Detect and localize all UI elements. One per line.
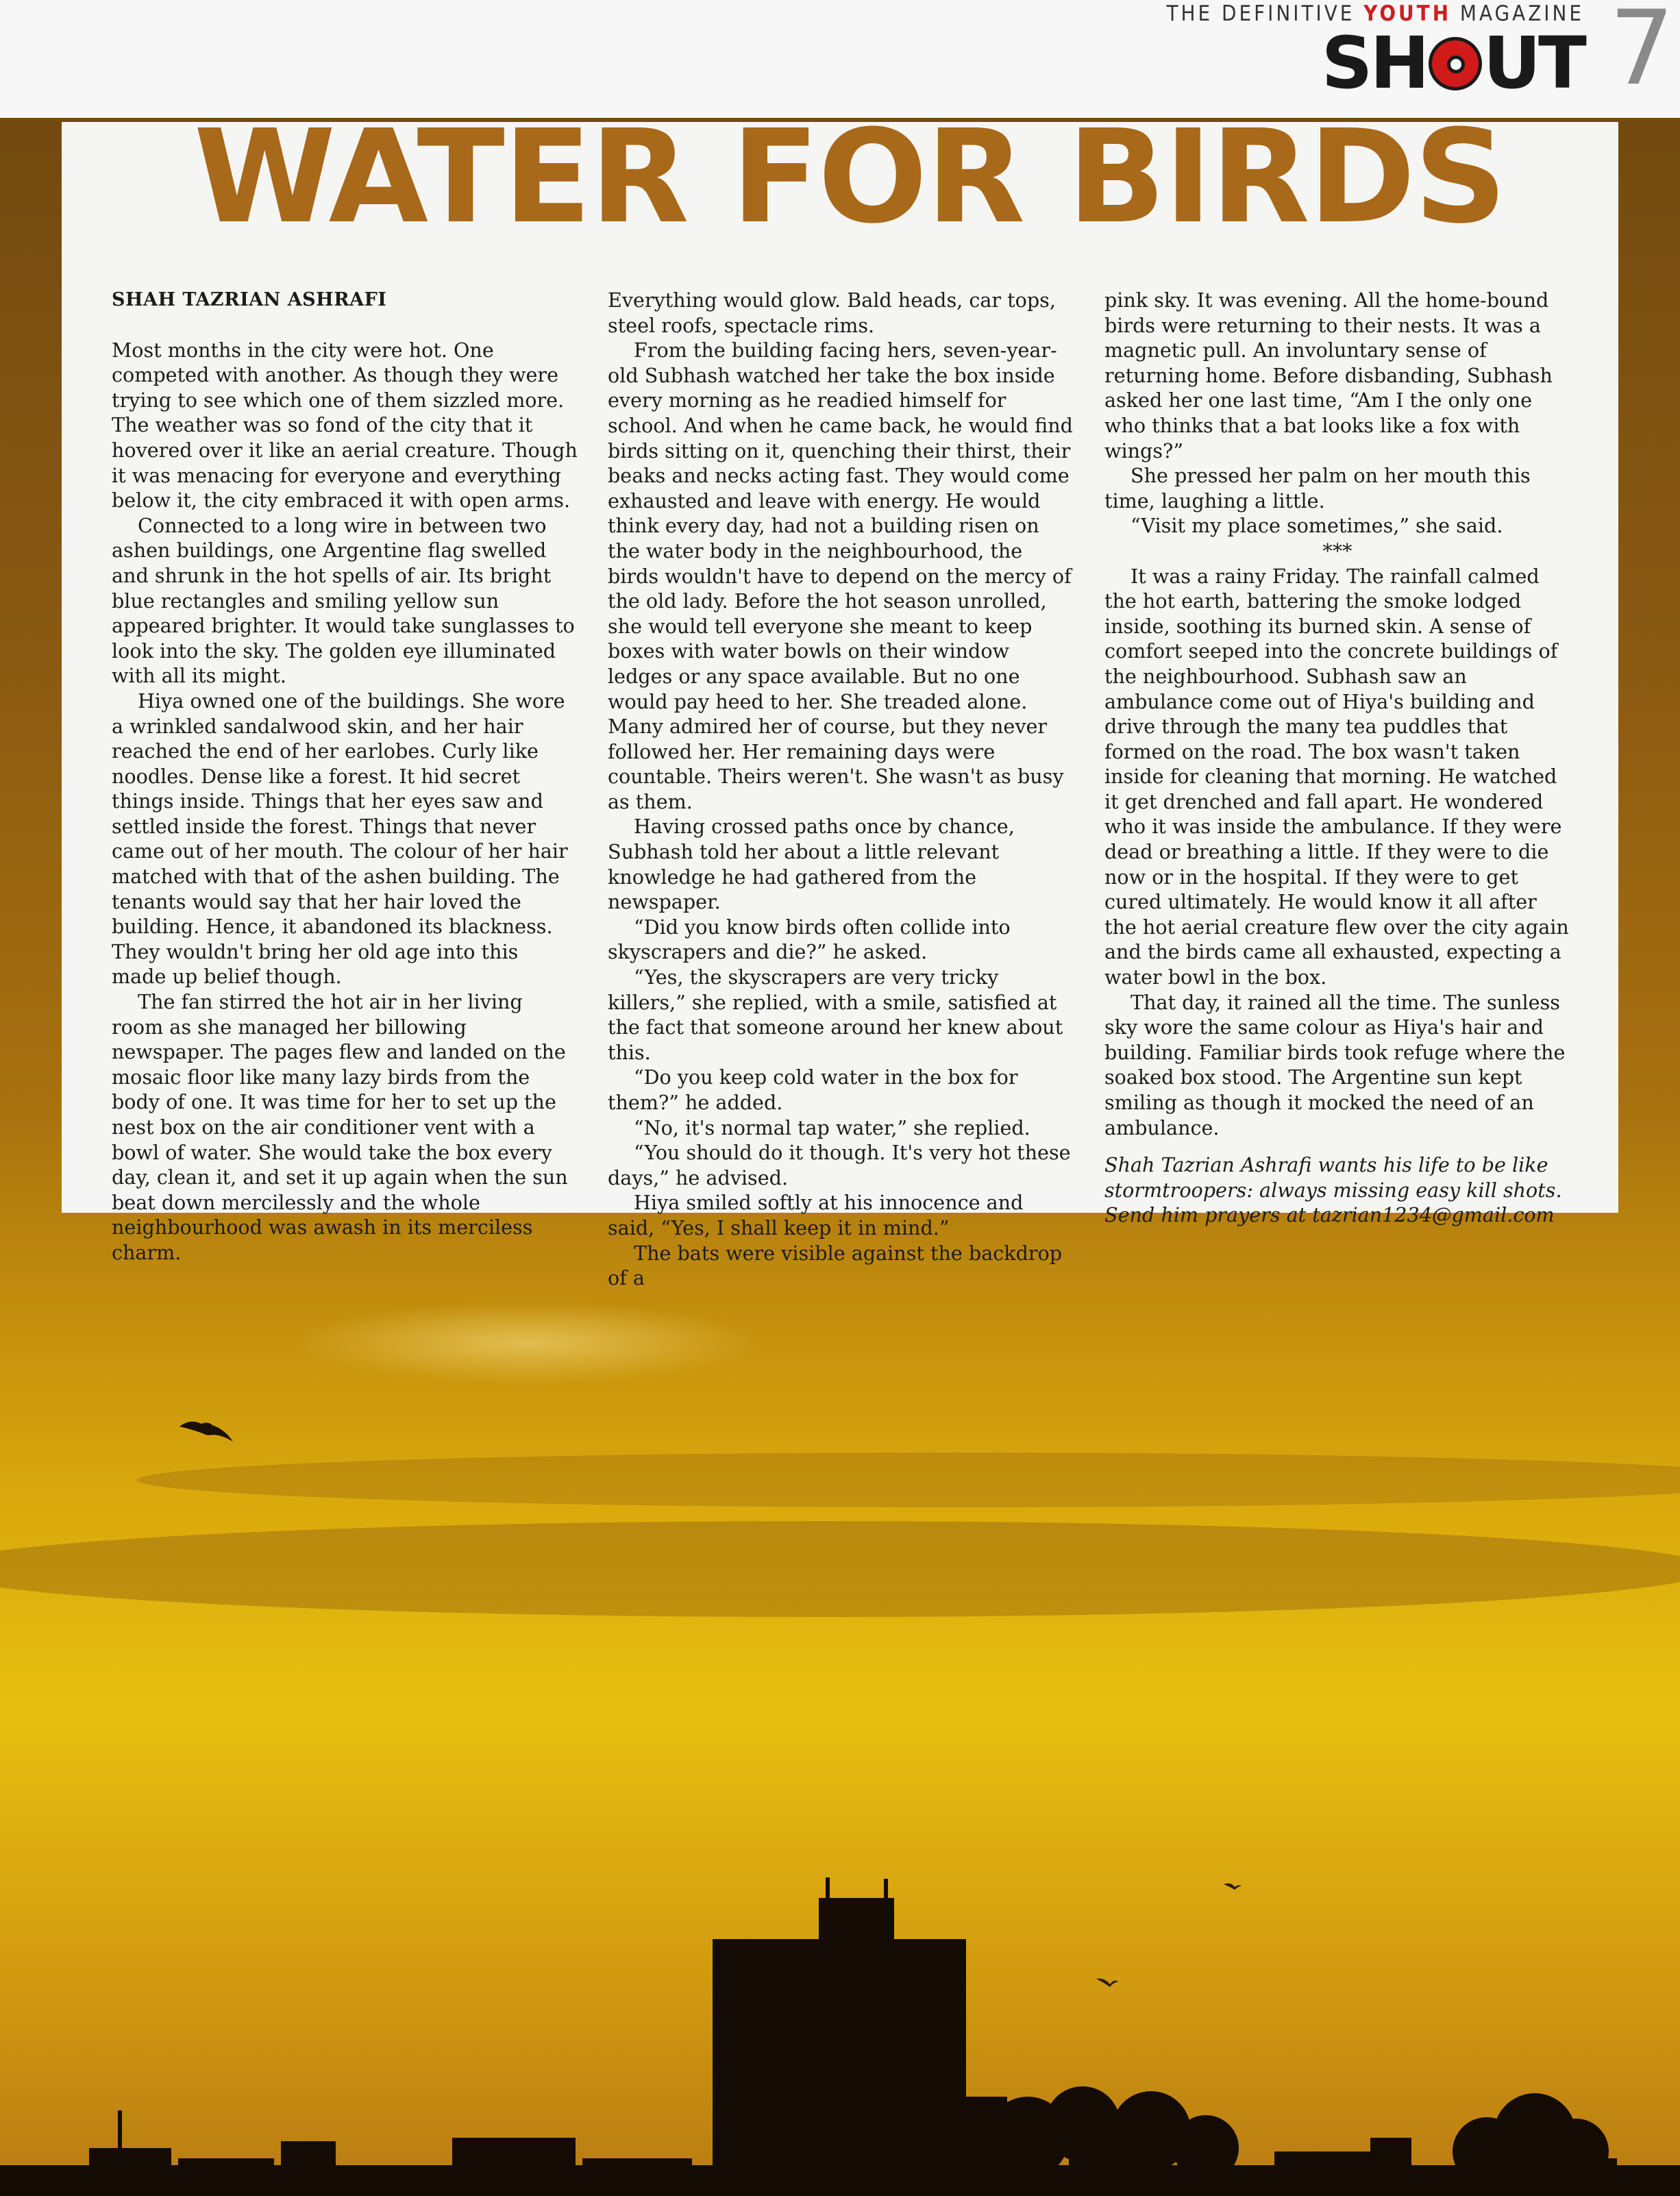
cloud-band: [0, 1521, 1680, 1617]
shout-logo: [1321, 21, 1584, 105]
section-break: ***: [1322, 539, 1352, 563]
paragraph: The fan stirred the hot air in her living room as she managed her billowing newspaper. The pages flew and landed on the mosaic floor like many lazy birds from the body of one. It was time for her to set up the nest box on the air conditioner vent with a bowl of water. She would take the box every day, clean it, and set it up again when the sun beat down mercilessly and the whole neighbourhood was awash in its merciless charm.: [112, 990, 568, 1264]
logo-o-icon: [1429, 37, 1482, 90]
paragraph: “Visit my place sometimes,” she said.: [1131, 514, 1503, 538]
paragraph: “No, it's normal tap water,” she replied.: [634, 1115, 1030, 1139]
tagline-prefix: THE DEFINITIVE: [1166, 1, 1364, 26]
paragraph: Connected to a long wire in between two ashen buildings, one Argentine flag swelled and shrunk in the hot spells of air. Its bright blue rectangles and smiling yellow sun appeared brighter. It would take sunglasses to look into the sky. The golden eye illuminated with all its might.: [112, 513, 575, 688]
article-column-3: [1104, 288, 1570, 1228]
paragraph: Hiya owned one of the buildings. She wore a wrinkled sandalwood skin, and her hair reached the end of her earlobes. Curly like noodles. Dense like a forest. It hid secret things inside. Things that her eyes saw and settled inside the forest. Things that never came out of her mouth. The colour of her hair matched with that of the ashen building. The tenants would say that her hair loved the building. Hence, it abandoned its blackness. They wouldn't bring her old age into this made up belief though.: [112, 689, 568, 989]
paragraph: “Did you know birds often collide into skyscrapers and die?” he asked.: [608, 915, 1011, 964]
tagline-suffix: MAGAZINE: [1451, 1, 1584, 26]
paragraph: Everything would glow. Bald heads, car tops, steel roofs, spectacle rims.: [608, 288, 1056, 337]
article-title: WATER FOR BIRDS: [193, 102, 1506, 252]
paragraph: Most months in the city were hot. One competed with another. As though they were trying to see which one of them sizzled more. The weather was so fond of the city that it hovered over it like an aerial creature. Though it was menacing for everyone and everything below it, the city embraced it with open arms.: [112, 338, 578, 513]
paragraph: “Do you keep cold water in the box for them?” he added.: [608, 1065, 1018, 1114]
article-column-1: [112, 288, 578, 1266]
logo-text-left: SH: [1321, 21, 1427, 105]
paragraph: The bats were visible against the backdrop of a: [608, 1241, 1063, 1290]
paragraph: “Yes, the skyscrapers are very tricky killers,” she replied, with a smile, satisfied at the fact that someone around her knew about this.: [608, 965, 1063, 1064]
tagline-youth: YOUTH: [1363, 1, 1452, 26]
paragraph: “You should do it though. It's very hot these days,” he advised.: [608, 1141, 1071, 1189]
paragraph: It was a rainy Friday. The rainfall calmed the hot earth, battering the smoke lodged inside, soothing its burned skin. A sense of comfort seeped into the concrete buildings of the neighbourhood. Subhash saw an ambulance come out of Hiya's building and drive through the many tea puddles that formed on the road. The box wasn't taken inside for cleaning that morning. He watched it get drenched and fall apart. He wondered who it was inside the ambulance. If they were dead or breathing a little. If they were to die now or in the hospital. If they were to get cured ultimately. He would know it all after the hot aerial creature flew over the city again and the birds came all exhausted, expecting a water bowl in the box.: [1104, 564, 1569, 989]
paragraph: That day, it rained all the time. The sunless sky wore the same colour as Hiya's hair and building. Familiar birds took refuge where the soaked box stood. The Argentine sun kept smiling as though it mocked the need of an ambulance.: [1104, 990, 1566, 1139]
paragraph: pink sky. It was evening. All the home-bound birds were returning to their nests. It was a magnetic pull. An involuntary sense of returning home. Before disbanding, Subhash asked her one last time, “Am I the only one who thinks that a bat looks like a fox with wings?”: [1104, 288, 1553, 462]
page-number: 7: [1609, 0, 1675, 108]
paragraph: She pressed her palm on her mouth this time, laughing a little.: [1104, 464, 1531, 513]
paragraph: Hiya smiled softly at his innocence and said, “Yes, I shall keep it in mind.”: [608, 1191, 1024, 1239]
cloud-glow: [295, 1302, 761, 1384]
logo-text-right: UT: [1483, 21, 1584, 105]
article-column-2: [608, 288, 1074, 1291]
article-byline: SHAH TAZRIAN ASHRAFI: [112, 289, 387, 310]
paragraph: Having crossed paths once by chance, Subhash told her about a little relevant knowledge he had gathered from the newspaper.: [608, 815, 1015, 914]
paragraph: From the building facing hers, seven-year-old Subhash watched her take the box inside every morning as he readied himself for school. And when he came back, he would find birds sitting on it, quenching their thirst, their beaks and necks acting fast. They would come exhausted and leave with energy. He would think every day, had not a building risen on the water body in the neighbourhood, the birds wouldn't have to depend on the mercy of the old lady. Before the hot season unrolled, she would tell everyone she meant to keep boxes with water bowls on their window ledges or any space available. But no one would pay heed to her. She treaded alone. Many admired her of course, but they never followed her. Her remaining days were countable. Theirs weren't. She wasn't as busy as them.: [608, 338, 1073, 813]
author-bio: Shah Tazrian Ashrafi wants his life to be like stormtroopers: always missing easy kill shots. Send him prayers at tazrian1234@gmail.com: [1104, 1153, 1562, 1227]
